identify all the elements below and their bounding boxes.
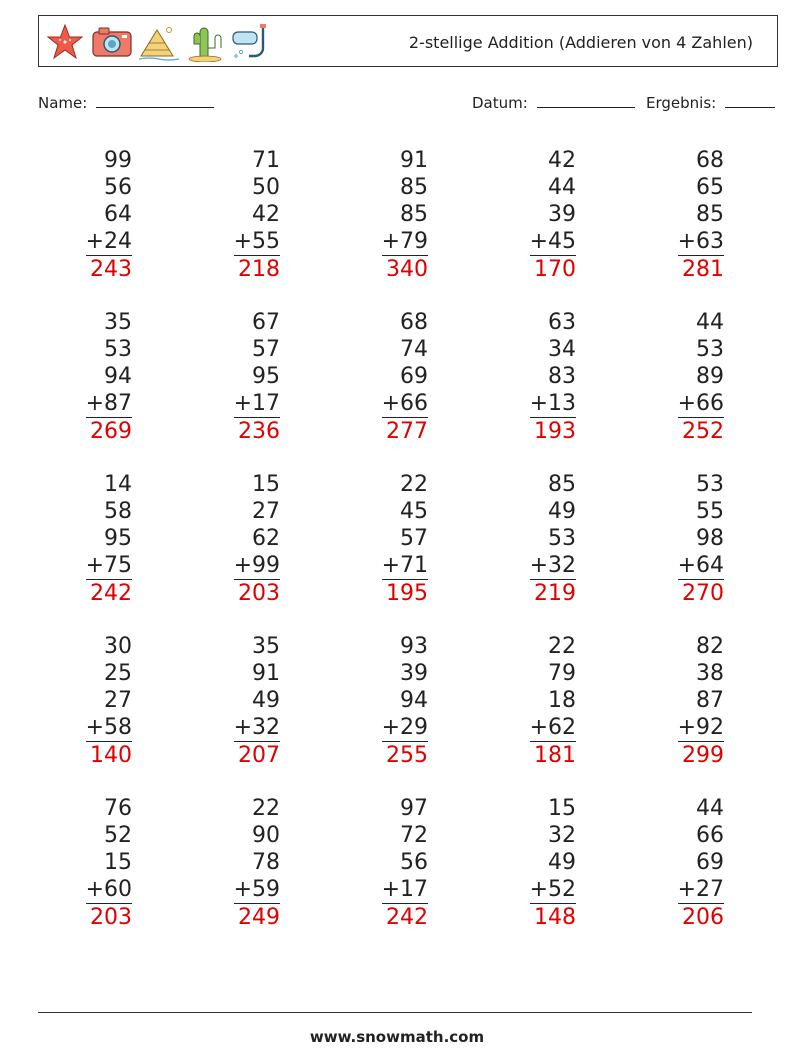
addend: 85 — [400, 202, 428, 227]
addend: 56 — [104, 175, 132, 200]
last-addend: +87 — [85, 391, 132, 416]
addition-problem — [614, 309, 724, 445]
addend: 56 — [400, 850, 428, 875]
addend: 68 — [696, 148, 724, 173]
sum-answer: 252 — [682, 419, 724, 444]
last-addend-row — [22, 552, 132, 580]
last-addend: +55 — [233, 229, 280, 254]
addend: 27 — [252, 499, 280, 524]
addend: 57 — [252, 337, 280, 362]
last-addend: +66 — [677, 391, 724, 416]
date-field[interactable] — [472, 93, 635, 112]
last-addend: +27 — [677, 877, 724, 902]
addend: 89 — [696, 364, 724, 389]
sum-answer: 195 — [386, 581, 428, 606]
last-addend: +79 — [381, 229, 428, 254]
addend: 66 — [696, 823, 724, 848]
addend: 22 — [252, 796, 280, 821]
addend: 25 — [104, 661, 132, 686]
last-addend: +17 — [233, 391, 280, 416]
addend: 35 — [104, 310, 132, 335]
addition-problem — [318, 309, 428, 445]
last-addend-row — [318, 228, 428, 256]
addition-problem — [614, 795, 724, 931]
date-blank[interactable] — [537, 93, 635, 108]
addend: 94 — [104, 364, 132, 389]
last-addend: +64 — [677, 553, 724, 578]
sum-answer: 281 — [682, 257, 724, 282]
addend: 49 — [548, 499, 576, 524]
sum-answer: 206 — [682, 905, 724, 930]
last-addend-row — [170, 228, 280, 256]
addend: 76 — [104, 796, 132, 821]
addend: 68 — [400, 310, 428, 335]
result-field[interactable] — [646, 93, 775, 112]
last-addend-row — [466, 228, 576, 256]
sum-answer: 203 — [238, 581, 280, 606]
last-addend-row — [170, 714, 280, 742]
last-addend: +99 — [233, 553, 280, 578]
worksheet-title: 2-stellige Addition (Addieren von 4 Zahlen) — [408, 33, 753, 52]
addition-problem — [170, 147, 280, 283]
sum-answer: 340 — [386, 257, 428, 282]
last-addend-row — [170, 390, 280, 418]
last-addend: +32 — [233, 715, 280, 740]
cactus-icon — [185, 22, 225, 62]
addend: 82 — [696, 634, 724, 659]
addend: 67 — [252, 310, 280, 335]
addend: 98 — [696, 526, 724, 551]
sum-answer: 242 — [90, 581, 132, 606]
footer-divider — [38, 1012, 752, 1013]
addition-problem — [22, 795, 132, 931]
addend: 90 — [252, 823, 280, 848]
addend: 30 — [104, 634, 132, 659]
last-addend: +29 — [381, 715, 428, 740]
addition-problem — [22, 309, 132, 445]
addition-problem — [466, 633, 576, 769]
last-addend-row — [614, 390, 724, 418]
last-addend-row — [22, 876, 132, 904]
addend: 85 — [400, 175, 428, 200]
addend: 71 — [252, 148, 280, 173]
last-addend-row — [466, 552, 576, 580]
starfish-icon — [45, 22, 85, 62]
last-addend-row — [170, 876, 280, 904]
addend: 15 — [548, 796, 576, 821]
addition-problem — [170, 309, 280, 445]
addend: 27 — [104, 688, 132, 713]
sum-answer: 207 — [238, 743, 280, 768]
addition-problem — [318, 147, 428, 283]
addend: 64 — [104, 202, 132, 227]
addend: 39 — [400, 661, 428, 686]
addend: 85 — [696, 202, 724, 227]
addend: 99 — [104, 148, 132, 173]
addend: 22 — [400, 472, 428, 497]
addend: 44 — [548, 175, 576, 200]
addend: 62 — [252, 526, 280, 551]
addend: 95 — [104, 526, 132, 551]
addend: 49 — [548, 850, 576, 875]
pyramid-icon — [139, 22, 179, 62]
last-addend-row — [614, 552, 724, 580]
addition-problem — [466, 309, 576, 445]
addend: 53 — [104, 337, 132, 362]
sum-answer: 170 — [534, 257, 576, 282]
sum-answer: 255 — [386, 743, 428, 768]
last-addend: +32 — [529, 553, 576, 578]
last-addend: +17 — [381, 877, 428, 902]
addend: 52 — [104, 823, 132, 848]
addend: 44 — [696, 310, 724, 335]
addend: 22 — [548, 634, 576, 659]
sum-answer: 249 — [238, 905, 280, 930]
addition-problem — [466, 471, 576, 607]
last-addend-row — [22, 390, 132, 418]
sum-answer: 242 — [386, 905, 428, 930]
addend: 95 — [252, 364, 280, 389]
addend: 74 — [400, 337, 428, 362]
addend: 72 — [400, 823, 428, 848]
sum-answer: 140 — [90, 743, 132, 768]
addition-problem — [614, 471, 724, 607]
addend: 35 — [252, 634, 280, 659]
last-addend-row — [318, 390, 428, 418]
addend: 91 — [400, 148, 428, 173]
last-addend-row — [614, 714, 724, 742]
last-addend: +52 — [529, 877, 576, 902]
last-addend: +13 — [529, 391, 576, 416]
sum-answer: 299 — [682, 743, 724, 768]
footer-site: www.snowmath.com — [309, 1028, 485, 1046]
addend: 87 — [696, 688, 724, 713]
addend: 58 — [104, 499, 132, 524]
addition-problem — [318, 795, 428, 931]
sum-answer: 181 — [534, 743, 576, 768]
last-addend: +66 — [381, 391, 428, 416]
last-addend: +60 — [85, 877, 132, 902]
addend: 83 — [548, 364, 576, 389]
addend: 78 — [252, 850, 280, 875]
addition-problem — [22, 147, 132, 283]
addend: 57 — [400, 526, 428, 551]
addend: 49 — [252, 688, 280, 713]
last-addend: +63 — [677, 229, 724, 254]
last-addend-row — [22, 714, 132, 742]
last-addend: +59 — [233, 877, 280, 902]
last-addend-row — [318, 714, 428, 742]
last-addend-row — [318, 552, 428, 580]
last-addend-row — [170, 552, 280, 580]
name-blank[interactable] — [96, 93, 214, 108]
sum-answer: 270 — [682, 581, 724, 606]
header-box — [38, 15, 778, 67]
last-addend-row — [22, 228, 132, 256]
last-addend: +75 — [85, 553, 132, 578]
addend: 42 — [548, 148, 576, 173]
last-addend-row — [614, 876, 724, 904]
sum-answer: 236 — [238, 419, 280, 444]
last-addend-row — [318, 876, 428, 904]
addend: 50 — [252, 175, 280, 200]
name-field[interactable] — [38, 93, 214, 112]
last-addend: +71 — [381, 553, 428, 578]
addend: 55 — [696, 499, 724, 524]
addend: 15 — [104, 850, 132, 875]
sum-answer: 193 — [534, 419, 576, 444]
addend: 93 — [400, 634, 428, 659]
sum-answer: 219 — [534, 581, 576, 606]
addend: 42 — [252, 202, 280, 227]
sum-answer: 269 — [90, 419, 132, 444]
last-addend: +45 — [529, 229, 576, 254]
last-addend-row — [466, 714, 576, 742]
addend: 69 — [400, 364, 428, 389]
last-addend-row — [614, 228, 724, 256]
sum-answer: 277 — [386, 419, 428, 444]
addend: 65 — [696, 175, 724, 200]
addition-problem — [22, 633, 132, 769]
addition-problem — [614, 147, 724, 283]
sum-answer: 243 — [90, 257, 132, 282]
addition-problem — [614, 633, 724, 769]
addend: 69 — [696, 850, 724, 875]
addend: 14 — [104, 472, 132, 497]
addend: 15 — [252, 472, 280, 497]
addend: 44 — [696, 796, 724, 821]
addend: 63 — [548, 310, 576, 335]
addition-problem — [170, 633, 280, 769]
addend: 38 — [696, 661, 724, 686]
date-label: Datum: — [472, 94, 528, 112]
sum-answer: 148 — [534, 905, 576, 930]
last-addend-row — [466, 876, 576, 904]
camera-icon — [91, 22, 133, 62]
addend: 53 — [696, 472, 724, 497]
addition-problem — [318, 633, 428, 769]
last-addend: +24 — [85, 229, 132, 254]
addend: 79 — [548, 661, 576, 686]
addend: 18 — [548, 688, 576, 713]
addition-problem — [170, 795, 280, 931]
sum-answer: 203 — [90, 905, 132, 930]
addition-problem — [22, 471, 132, 607]
addend: 94 — [400, 688, 428, 713]
addend: 91 — [252, 661, 280, 686]
last-addend: +92 — [677, 715, 724, 740]
addition-problem — [170, 471, 280, 607]
addition-problem — [466, 147, 576, 283]
last-addend: +62 — [529, 715, 576, 740]
addend: 32 — [548, 823, 576, 848]
result-blank[interactable] — [725, 93, 775, 108]
addend: 53 — [548, 526, 576, 551]
addend: 85 — [548, 472, 576, 497]
last-addend: +58 — [85, 715, 132, 740]
addend: 34 — [548, 337, 576, 362]
addition-problem — [318, 471, 428, 607]
addition-problem — [466, 795, 576, 931]
addend: 45 — [400, 499, 428, 524]
sum-answer: 218 — [238, 257, 280, 282]
result-label: Ergebnis: — [646, 94, 717, 112]
addend: 39 — [548, 202, 576, 227]
name-label: Name: — [38, 94, 88, 112]
addend: 97 — [400, 796, 428, 821]
snorkel-icon — [231, 22, 271, 62]
addend: 53 — [696, 337, 724, 362]
last-addend-row — [466, 390, 576, 418]
